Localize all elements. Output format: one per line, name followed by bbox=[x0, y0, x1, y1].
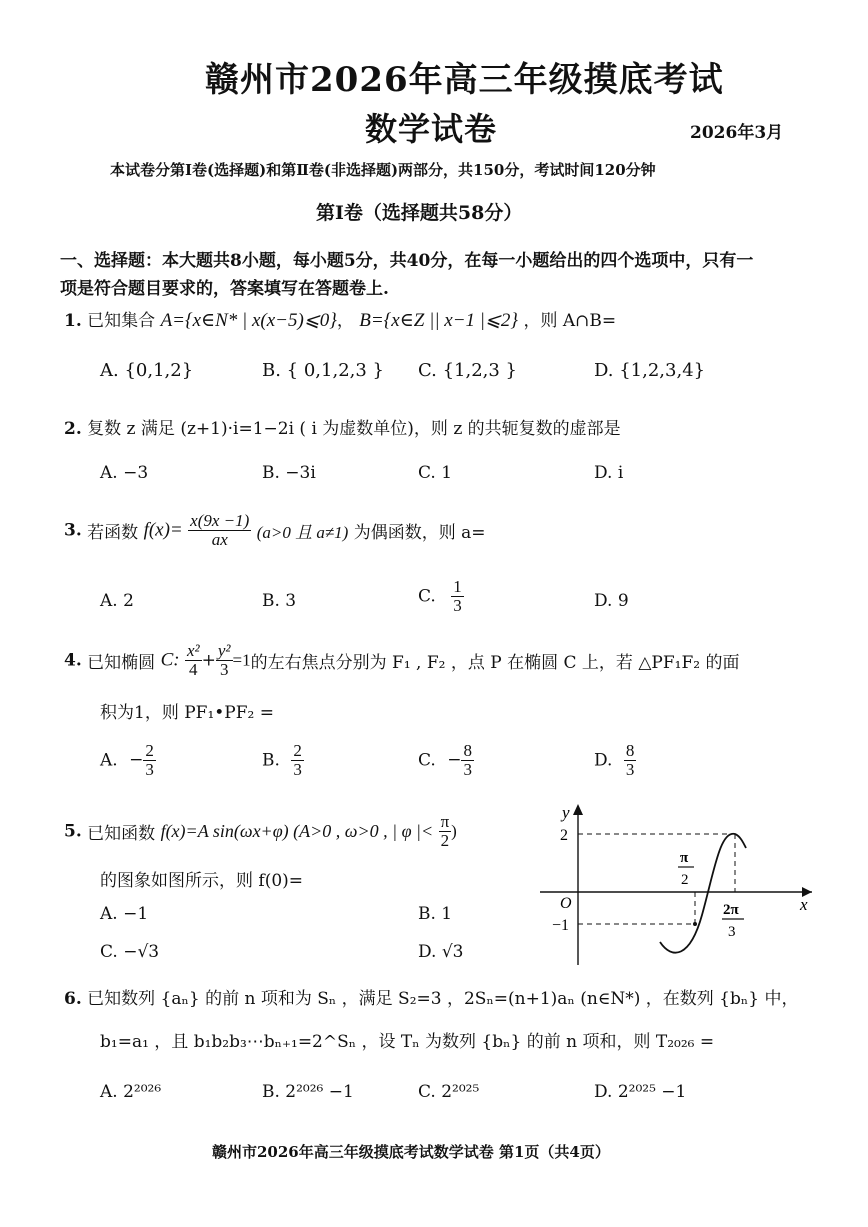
question-number: 1. bbox=[64, 311, 82, 331]
q3-option-b[interactable]: B. 3 bbox=[262, 591, 297, 611]
q4-intro: 已知椭圆 bbox=[87, 652, 156, 673]
q3-fraction bbox=[188, 512, 251, 549]
q1-option-b[interactable]: B. { 0,1,2,3 } bbox=[262, 360, 384, 381]
fraction-numerator: 1 bbox=[453, 577, 462, 596]
q4-tail: 的左右焦点分别为 F₁ , F₂ ，点 P 在椭圆 C 上，若 △PF₁F₂ 的面 bbox=[250, 652, 740, 673]
q2-option-a[interactable]: A. −3 bbox=[100, 463, 149, 483]
q2-text: 复数 z 满足 (z+1)·i=1−2i ( i 为虚数单位)，则 z 的共轭复数的虚部是 bbox=[87, 419, 621, 439]
option-label: D. bbox=[594, 750, 613, 771]
part-title: 第Ⅰ卷（选择题共58分） bbox=[316, 202, 523, 224]
q5-option-a[interactable]: A. −1 bbox=[100, 904, 149, 924]
fraction-numerator: y² bbox=[217, 641, 231, 660]
q4-option-b[interactable] bbox=[262, 742, 304, 779]
q6-option-a[interactable]: A. 2²⁰²⁶ bbox=[100, 1082, 162, 1102]
option-fraction bbox=[461, 742, 474, 779]
x-tick-2pi-denominator: 3 bbox=[728, 924, 736, 940]
q4-fraction-y bbox=[216, 642, 233, 679]
q1-option-c[interactable]: C. {1,2,3 } bbox=[418, 360, 517, 381]
q1-sep: ， bbox=[336, 311, 354, 331]
exam-date: 2026年3月 bbox=[690, 123, 784, 143]
q1-option-d[interactable]: D. {1,2,3,4} bbox=[594, 360, 706, 381]
question-number: 3. bbox=[64, 520, 82, 541]
q5-intro: 已知函数 bbox=[87, 823, 156, 844]
fraction-denominator: 2 bbox=[440, 830, 450, 850]
option-label: A. bbox=[100, 750, 118, 771]
q4-option-a[interactable] bbox=[100, 742, 156, 779]
fraction-numerator: 2 bbox=[145, 741, 154, 760]
option-label: C. bbox=[418, 750, 436, 771]
x-tick-pi-numerator: π bbox=[680, 850, 689, 866]
x-axis-label: x bbox=[800, 895, 808, 914]
question-number: 4. bbox=[64, 650, 82, 671]
q4-option-c[interactable] bbox=[418, 742, 474, 779]
fraction-denominator: 4 bbox=[189, 659, 198, 679]
q4-option-d[interactable] bbox=[594, 742, 636, 779]
instructions: 本试卷分第Ⅰ卷(选择题)和第Ⅱ卷(非选择题)两部分，共150分，考试时间120分钟 bbox=[110, 161, 656, 179]
q1-set-a: A={x∈N* | x(x−5)⩽0} bbox=[160, 310, 337, 331]
q3-option-c-fraction bbox=[451, 578, 464, 615]
subject-title: 数学试卷 bbox=[365, 110, 498, 148]
q2-option-c[interactable]: C. 1 bbox=[418, 463, 453, 483]
q6-option-b[interactable]: B. 2²⁰²⁶ −1 bbox=[262, 1082, 354, 1102]
q6-option-c[interactable]: C. 2²⁰²⁵ bbox=[418, 1082, 480, 1102]
q4-line2: 积为1，则 PF₁•PF₂ = bbox=[100, 703, 274, 723]
q5-option-b[interactable]: B. 1 bbox=[418, 904, 453, 924]
q3-tail: 为偶函数，则 a= bbox=[353, 522, 486, 543]
fraction-numerator: 8 bbox=[463, 741, 472, 760]
q5-pi-fraction bbox=[439, 813, 452, 850]
point-marker bbox=[693, 922, 697, 926]
q4-plus: + bbox=[201, 650, 216, 671]
q2-option-b[interactable]: B. −3i bbox=[262, 463, 316, 483]
question-2 bbox=[64, 414, 621, 439]
exam-title: 赣州市2026年高三年级摸底考试 bbox=[205, 60, 724, 100]
q2-option-d[interactable]: D. i bbox=[594, 463, 624, 483]
fraction-denominator: 3 bbox=[625, 759, 635, 779]
question-5 bbox=[64, 813, 457, 850]
option-fraction bbox=[143, 742, 156, 779]
q5-option-d[interactable]: D. √3 bbox=[418, 942, 464, 962]
y-tick-min: −1 bbox=[552, 917, 570, 934]
q1-set-b: B={x∈Z || x−1 |⩽2} bbox=[359, 310, 519, 331]
origin-label: O bbox=[560, 895, 572, 912]
fraction-numerator: x² bbox=[186, 641, 200, 660]
page-footer: 赣州市2026年高三年级摸底考试数学试卷 第1页（共4页） bbox=[212, 1143, 610, 1161]
q5-sine-graph bbox=[530, 800, 820, 970]
q1-tail: ，则 A∩B= bbox=[523, 311, 617, 331]
y-tick-max: 2 bbox=[560, 827, 568, 844]
fraction-denominator: 3 bbox=[463, 759, 472, 779]
option-fraction bbox=[291, 742, 304, 779]
q5-option-c[interactable]: C. −√3 bbox=[100, 942, 160, 962]
fraction-numerator: π bbox=[440, 812, 450, 831]
option-fraction bbox=[624, 742, 637, 779]
q3-fraction-denominator: ax bbox=[211, 529, 228, 549]
q6-option-d[interactable]: D. 2²⁰²⁵ −1 bbox=[594, 1082, 687, 1102]
q5-close: ) bbox=[451, 821, 457, 841]
q6-line2: b₁=a₁ ，且 b₁b₂b₃⋯bₙ₊₁=2^Sₙ ，设 Tₙ 为数列 {bₙ} 的前 n 项和，则 T₂₀₂₆ = bbox=[100, 1032, 715, 1052]
q1-intro: 已知集合 bbox=[87, 311, 156, 331]
option-label: C. bbox=[418, 586, 436, 607]
option-label: B. bbox=[262, 750, 280, 771]
q1-option-a[interactable]: A. {0,1,2} bbox=[100, 360, 194, 381]
q6-line1: 已知数列 {aₙ} 的前 n 项和为 Sₙ ，满足 S₂=3 ，2Sₙ=(n+1)aₙ (n∈N*) ，在数列 {bₙ} 中， bbox=[87, 989, 799, 1009]
question-number: 6. bbox=[64, 989, 82, 1009]
q3-intro: 若函数 bbox=[87, 522, 139, 543]
q5-line2: 的图象如图所示，则 f(0)= bbox=[100, 871, 304, 891]
q3-option-a[interactable]: A. 2 bbox=[100, 591, 134, 611]
question-1 bbox=[64, 306, 616, 332]
q3-lhs: f(x)= bbox=[143, 519, 183, 541]
question-number: 2. bbox=[64, 419, 82, 439]
fraction-denominator: 3 bbox=[293, 759, 302, 779]
option-sign: − bbox=[447, 750, 462, 771]
section-intro-line1: 一、选择题：本大题共8小题，每小题5分，共40分，在每一小题给出的四个选项中，只有一 bbox=[60, 251, 754, 271]
fraction-denominator: 3 bbox=[453, 595, 462, 615]
q3-option-c[interactable] bbox=[418, 578, 464, 615]
q3-fraction-numerator: x(9x −1) bbox=[190, 511, 250, 530]
q3-condition: (a>0 且 a≠1) bbox=[256, 522, 349, 542]
section-intro-line2: 项是符合题目要求的，答案填写在答题卷上. bbox=[60, 279, 389, 299]
fraction-numerator: 8 bbox=[625, 741, 635, 760]
question-6 bbox=[64, 984, 798, 1009]
fraction-denominator: 3 bbox=[145, 759, 154, 779]
q4-eq: =1 bbox=[232, 650, 251, 670]
q3-option-d[interactable]: D. 9 bbox=[594, 591, 629, 611]
question-4 bbox=[64, 642, 739, 679]
q5-expr: f(x)=A sin(ωx+φ) (A>0 , ω>0 , | φ |< bbox=[160, 820, 434, 841]
option-sign: − bbox=[129, 750, 144, 771]
q4-fraction-x bbox=[185, 642, 202, 679]
question-number: 5. bbox=[64, 821, 82, 842]
y-axis-label: y bbox=[562, 803, 570, 822]
q4-c-label: C: bbox=[160, 649, 180, 671]
question-3 bbox=[64, 512, 486, 549]
y-axis-arrow-icon bbox=[573, 804, 583, 815]
fraction-numerator: 2 bbox=[293, 741, 302, 760]
fraction-denominator: 3 bbox=[219, 659, 229, 679]
x-tick-pi-denominator: 2 bbox=[681, 872, 689, 888]
x-tick-2pi-numerator: 2π bbox=[723, 902, 739, 918]
